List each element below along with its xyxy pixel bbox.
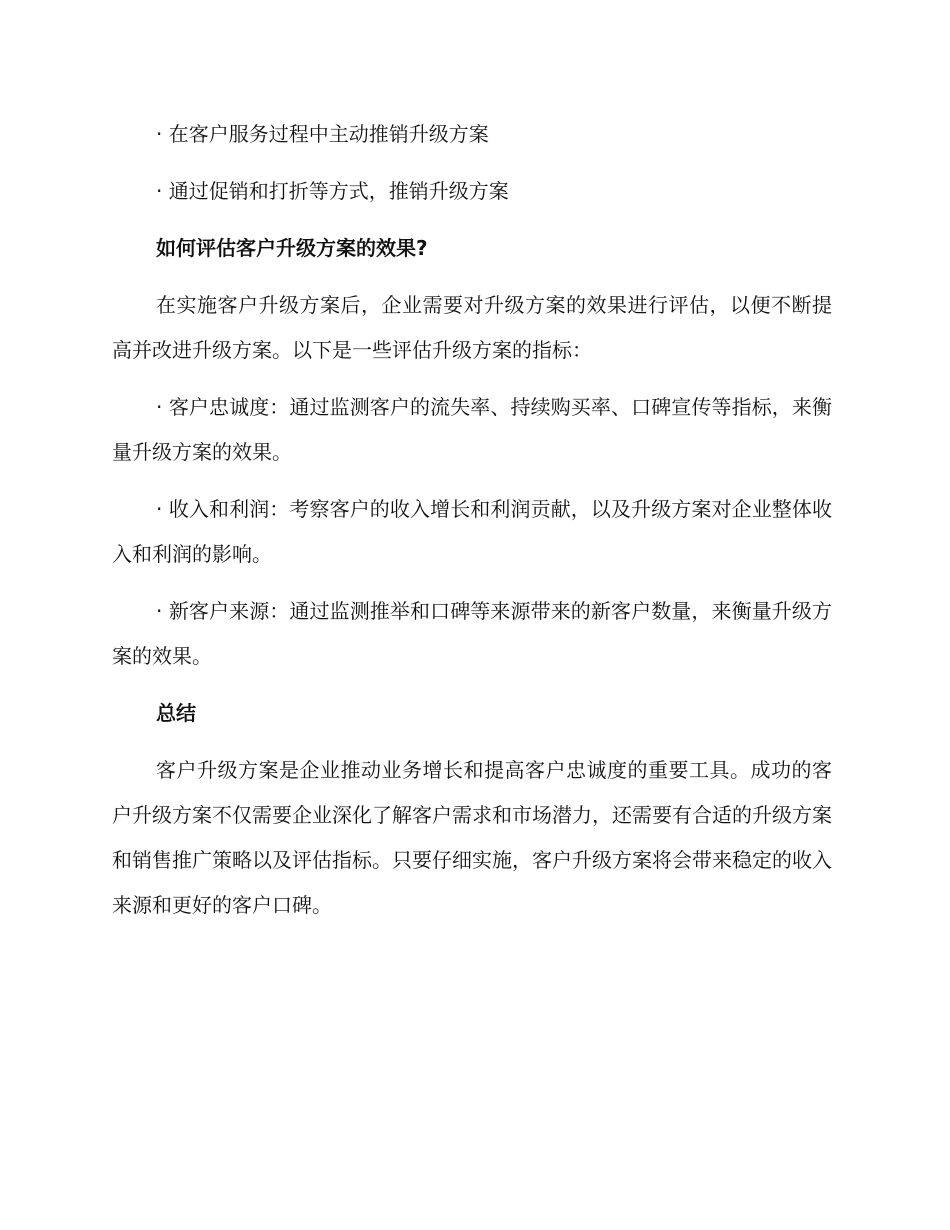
evaluation-intro-paragraph: 在实施客户升级方案后，企业需要对升级方案的效果进行评估，以便不断提高并改进升级方案。以下是一些评估升级方案的指标： <box>112 293 832 362</box>
section-heading-summary: 总结 <box>156 701 196 725</box>
bullet-item: · 在客户服务过程中主动推销升级方案 <box>156 122 489 146</box>
bullet-item: · 通过促销和打折等方式，推销升级方案 <box>156 179 509 203</box>
document-page <box>112 112 832 940</box>
section-heading-evaluation: 如何评估客户升级方案的效果? <box>156 236 428 260</box>
summary-paragraph: 客户升级方案是企业推动业务增长和提高客户忠诚度的重要工具。成功的客户升级方案不仅需要企业深化了解客户需求和市场潜力，还需要有合适的升级方案和销售推广策略以及评估指标。只要仔细实施，客户升级方案将会带来稳定的收入来源和更好的客户口碑。 <box>112 758 832 917</box>
bullet-item-loyalty: · 客户忠诚度：通过监测客户的流失率、持续购买率、口碑宣传等指标，来衡量升级方案的效果。 <box>112 395 832 464</box>
bullet-item-revenue: · 收入和利润：考察客户的收入增长和利润贡献，以及升级方案对企业整体收入和利润的影响。 <box>112 497 832 566</box>
bullet-item-new-customers: · 新客户来源：通过监测推举和口碑等来源带来的新客户数量，来衡量升级方案的效果。 <box>112 599 832 668</box>
